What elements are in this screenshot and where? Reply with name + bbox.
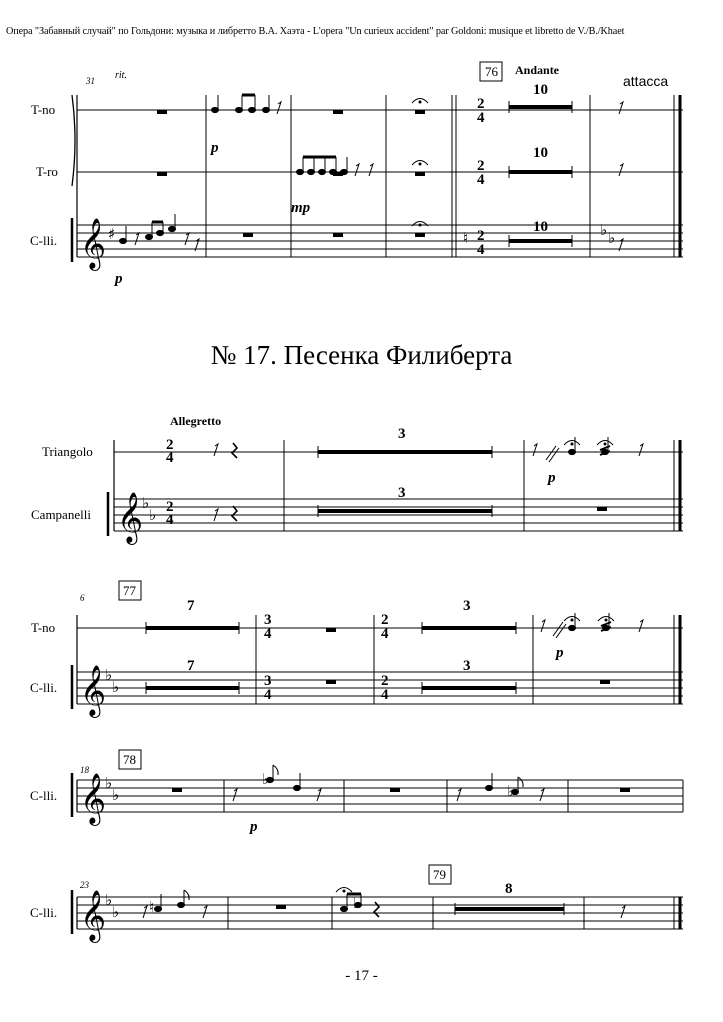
instrument-label: Triangolo — [42, 444, 93, 459]
multirest-count: 8 — [505, 881, 513, 897]
staff-campanelli — [114, 499, 683, 531]
attacca-mark: attacca — [623, 73, 669, 89]
time-sig-top: 2 — [477, 228, 485, 244]
instrument-label: C-lli. — [30, 233, 58, 248]
time-sig-bottom: 4 — [477, 110, 485, 126]
dynamic-mark: p — [548, 470, 556, 486]
measure-number: 18 — [80, 765, 89, 775]
svg-text:♭: ♭ — [112, 680, 120, 696]
treble-clef-icon: 𝄞 — [80, 773, 107, 824]
time-sig-top: 2 — [381, 612, 389, 628]
time-sig-bottom: 4 — [477, 242, 485, 258]
multirest-count: 7 — [187, 598, 195, 614]
time-sig-bottom: 4 — [264, 626, 272, 642]
instrument-label: C-lli. — [30, 905, 58, 920]
instrument-label: C-lli. — [30, 788, 58, 803]
flat-icon: ♭ — [507, 782, 515, 800]
multirest-count: 3 — [398, 485, 406, 501]
natural-icon: ♮ — [463, 229, 469, 247]
system-1 — [72, 62, 683, 262]
time-sig-bottom: 4 — [166, 512, 174, 528]
svg-text:♭: ♭ — [149, 508, 157, 524]
svg-text:♭: ♭ — [105, 893, 113, 909]
sharp-icon: ♯ — [108, 225, 116, 243]
key-signature — [105, 496, 156, 921]
rehearsal-mark: 78 — [123, 752, 136, 767]
time-sig-top: 2 — [166, 437, 174, 453]
measure-number: 31 — [86, 76, 95, 86]
svg-text:♭: ♭ — [142, 496, 150, 512]
treble-clef-icon: 𝄞 — [117, 492, 144, 543]
rehearsal-mark: 77 — [123, 583, 136, 598]
system-3 — [72, 581, 683, 709]
staff-clli-4 — [77, 780, 683, 812]
flat-icon: ♭ — [353, 894, 361, 912]
dynamic-mark: p — [556, 645, 564, 661]
time-sig-top: 2 — [477, 158, 485, 174]
instrument-label: C-lli. — [30, 680, 58, 695]
time-sig-bottom: 4 — [381, 687, 389, 703]
natural-icon: ♮ — [149, 898, 155, 916]
flat-icon: ♭ — [600, 221, 608, 239]
treble-clef-icon: 𝄞 — [80, 890, 107, 941]
page-header: Опера "Забавный случай" по Гольдони: музыка и либретто В.А. Хаэта - L'opera "Un curieux accident" par Goldoni: musique et libretto de V./B./Khaet — [6, 26, 625, 37]
flat-icon: ♭ — [608, 229, 616, 247]
system-4 — [72, 750, 683, 817]
multirest-count: 3 — [398, 426, 406, 442]
time-sig-bottom: 4 — [381, 626, 389, 642]
page-number: - 17 - — [345, 968, 378, 984]
time-sig-top: 3 — [264, 612, 272, 628]
system-5 — [72, 865, 683, 934]
tempo-mark: Allegretto — [170, 414, 222, 428]
instrument-label: Campanelli — [31, 507, 91, 522]
flat-icon: ♭ — [262, 770, 270, 788]
treble-clef-icon: 𝄞 — [80, 665, 107, 716]
time-sig-bottom: 4 — [264, 687, 272, 703]
time-sig-bottom: 4 — [477, 172, 485, 188]
measure-number: 6 — [80, 593, 85, 603]
svg-text:♭: ♭ — [112, 788, 120, 804]
instrument-label: T-no — [31, 102, 56, 117]
fermatas — [412, 99, 428, 227]
multirest-count: 10 — [533, 219, 548, 235]
time-sig-top: 2 — [477, 96, 485, 112]
svg-text:♭: ♭ — [105, 668, 113, 684]
staff-clli — [77, 225, 683, 257]
multirest-count: 3 — [463, 598, 471, 614]
multirest-count: 7 — [187, 658, 195, 674]
multirest-count: 10 — [533, 145, 548, 161]
dynamic-mark: p — [115, 271, 123, 287]
rehearsal-mark: 76 — [485, 64, 498, 79]
dynamic-mark: p — [250, 819, 258, 835]
tempo-mark: Andante — [515, 63, 560, 77]
tno-notes — [212, 95, 282, 114]
instrument-label: T-ro — [36, 164, 58, 179]
time-sig-top: 3 — [264, 673, 272, 689]
time-sig-bottom: 4 — [166, 450, 174, 466]
multirest-count: 3 — [463, 658, 471, 674]
staff-clli-5 — [77, 897, 683, 929]
system-2 — [108, 437, 683, 536]
ritardando: rit. — [115, 70, 127, 81]
piece-title: № 17. Песенка Филиберта — [210, 340, 513, 370]
svg-text:♭: ♭ — [112, 905, 120, 921]
dynamic-mark: mp — [291, 200, 311, 216]
svg-text:♭: ♭ — [105, 776, 113, 792]
time-sig-top: 2 — [166, 499, 174, 515]
dynamic-mark: p — [211, 140, 219, 156]
time-sig-top: 2 — [381, 673, 389, 689]
treble-clef-icon: 𝄞 — [80, 218, 107, 269]
rehearsal-mark: 79 — [433, 867, 446, 882]
measure-number: 23 — [80, 880, 89, 890]
multirest-count: 10 — [533, 82, 548, 98]
instrument-label: T-no — [31, 620, 56, 635]
tro-notes — [297, 157, 374, 176]
